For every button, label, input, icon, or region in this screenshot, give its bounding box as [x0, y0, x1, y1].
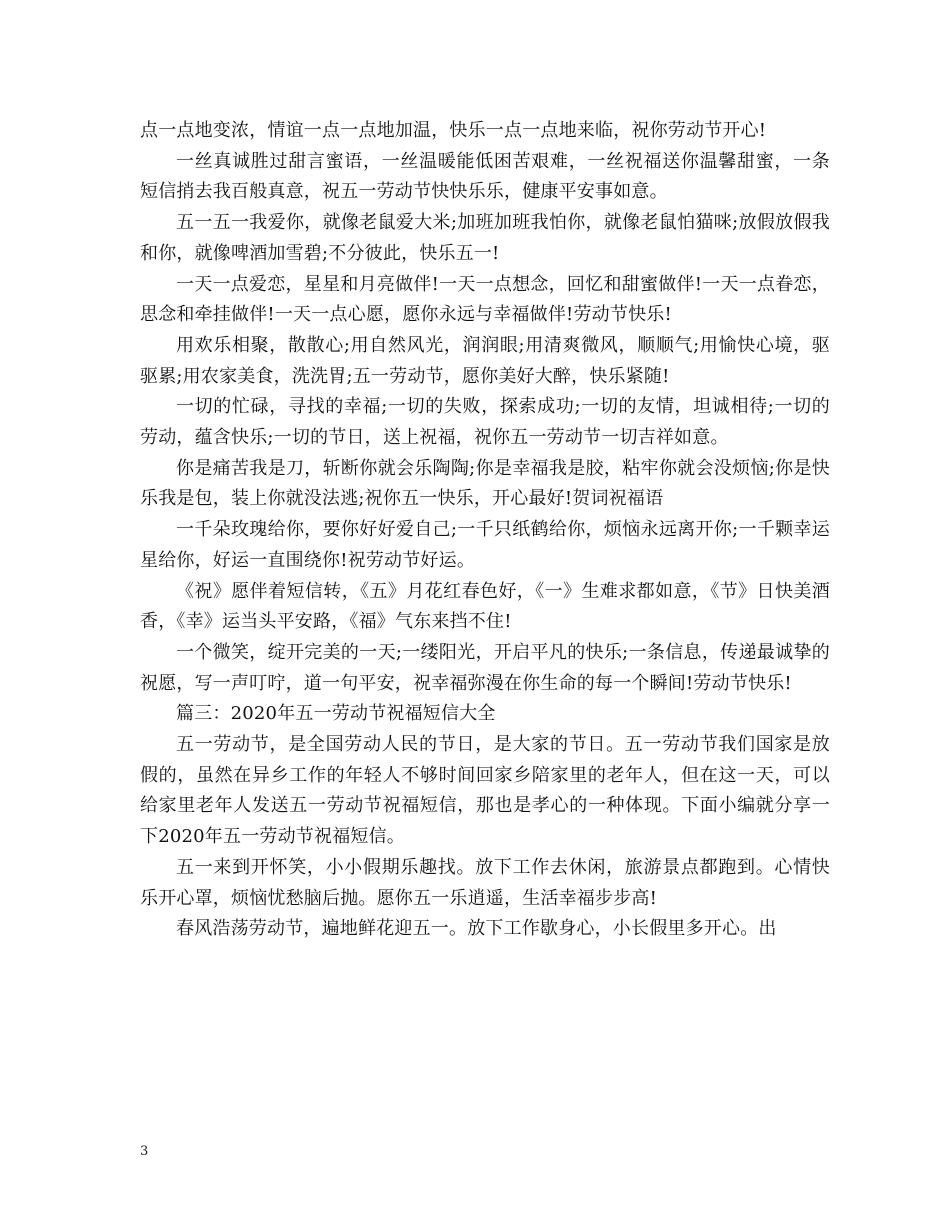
paragraph: 五一劳动节，是全国劳动人民的节日，是大家的节日。五一劳动节我们国家是放假的，虽然在异乡工作的年轻人不够时间回家乡陪家里的老年人，但在这一天，可以给家里老年人发送五一劳动节祝福短信，那也是孝心的一种体现。下面小编就分享一下2020年五一劳动节祝福短信。: [140, 734, 830, 848]
paragraph: 用欢乐相聚，散散心;用自然风光，润润眼;用清爽微风，顺顺气;用愉快心境，驱驱累;用农家美食，洗洗胃;五一劳动节，愿你美好大醉，快乐紧随!: [140, 334, 830, 387]
section-heading: 篇三：2020年五一劳动节祝福短信大全: [176, 703, 496, 725]
paragraph: 一切的忙碌，寻找的幸福;一切的失败，探索成功;一切的友情，坦诚相待;一切的劳动，蕴含快乐;一切的节日，送上祝福，祝你五一劳动节一切吉祥如意。: [140, 396, 830, 449]
paragraph: 《祝》愿伴着短信转，《五》月花红春色好，《一》生难求都如意，《节》日快美酒香，《幸》运当头平安路，《福》气东来挡不住!: [140, 580, 830, 633]
page-number: 3: [140, 1144, 149, 1159]
paragraph: 一千朵玫瑰给你，要你好好爱自己;一千只纸鹤给你，烦恼永远离开你;一千颗幸运星给你，好运一直围绕你!祝劳动节好运。: [140, 519, 830, 571]
paragraph: 一个微笑，绽开完美的一天;一缕阳光，开启平凡的快乐;一条信息，传递最诚挚的祝愿，写一声叮咛，道一句平安，祝幸福弥漫在你生命的每一个瞬间!劳动节快乐!: [140, 641, 830, 694]
paragraph: 一天一点爱恋，星星和月亮做伴!一天一点想念，回忆和甜蜜做伴!一天一点眷恋，思念和牵挂做伴!一天一点心愿，愿你永远与幸福做伴!劳动节快乐!: [140, 273, 830, 326]
paragraph-continuation: 点一点地变浓，情谊一点一点地加温，快乐一点一点地来临，祝你劳动节开心!: [140, 120, 767, 141]
paragraph: 一丝真诚胜过甜言蜜语，一丝温暖能低困苦艰难，一丝祝福送你温馨甜蜜，一条短信捎去我百般真意，祝五一劳动节快快乐乐，健康平安事如意。: [140, 150, 830, 203]
paragraph: 五一五一我爱你，就像老鼠爱大米;加班加班我怕你，就像老鼠怕猫咪;放假放假我和你，就像啤酒加雪碧;不分彼此，快乐五一!: [140, 212, 830, 264]
paragraph: 五一来到开怀笑，小小假期乐趣找。放下工作去休闲，旅游景点都跑到。心情快乐开心罩，烦恼忧愁脑后抛。愿你五一乐逍遥，生活幸福步步高!: [140, 856, 830, 909]
document-body: [140, 116, 830, 945]
paragraph: 你是痛苦我是刀，斩断你就会乐陶陶;你是幸福我是胶，粘牢你就会没烦恼;你是快乐我是包，装上你就没法逃;祝你五一快乐，开心最好!贺词祝福语: [140, 457, 830, 510]
paragraph: 春风浩荡劳动节，遍地鲜花迎五一。放下工作歇身心，小长假里多开心。出: [176, 918, 777, 940]
